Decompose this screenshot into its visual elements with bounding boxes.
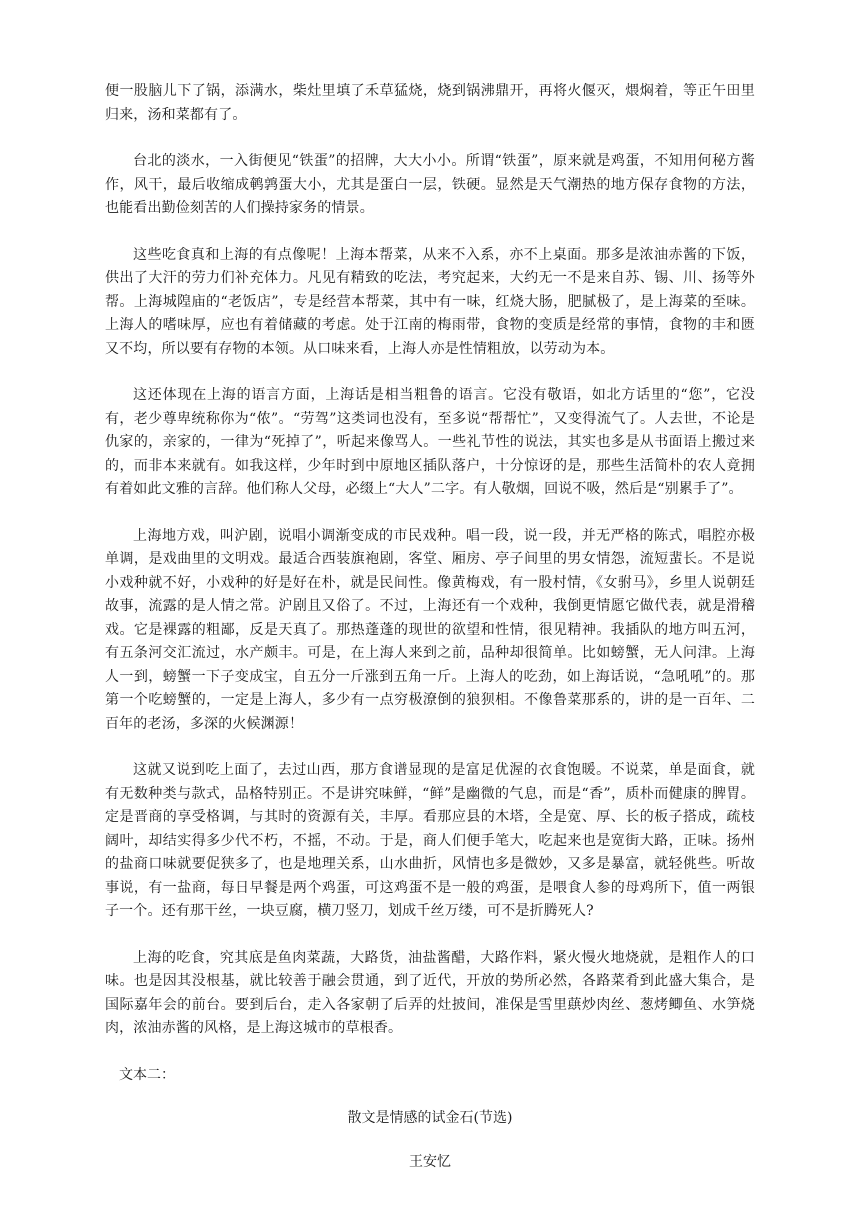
paragraph-shanghai-food-conclusion: 上海的吃食，究其底是鱼肉菜蔬，大路货，油盐酱醋，大路作料，紧火慢火地烧就，是粗作人的口味。也是因其没根基，就比较善于融会贯通，到了近代，开放的势所必然，各路菜肴到此盛大集合，是国际嘉年会的前台。要到后台，走入各家朝了后弄的灶披间，准保是雪里蕻炒肉丝、葱烤鲫鱼、水笋烧肉，浓油赤酱的风格，是上海这城市的草根香。 [105,949,755,1036]
paragraph-shanghai-local-cuisine: 这些吃食真和上海的有点像呢！上海本帮菜，从来不入系，亦不上桌面。那多是浓油赤酱的下饭，供出了大汗的劳力们补充体力。凡见有精致的吃法，考究起来，大约无一不是来自苏、锡、川、扬等外帮。上海城隍庙的“老饭店”，专是经营本帮菜，其中有一味，红烧大肠，肥腻极了，是上海菜的至味。上海人的嗜味厚，应也有着储藏的考虑。处于江南的梅雨带，食物的变质是经常的事情，食物的丰和匮又不均，所以要有存物的本领。从口味来看，上海人亦是性情粗放，以劳动为本。 [105,246,755,357]
paragraph-shanghai-opera: 上海地方戏，叫沪剧，说唱小调渐变成的市民戏种。唱一段，说一段，并无严格的陈式，唱腔亦极单调，是戏曲里的文明戏。最适合西装旗袍剧，客堂、厢房、亭子间里的男女情怨，流短蜚长。不是说小戏种就不好，小戏种的好是好在朴，就是民间性。像黄梅戏，有一股村情，《女驸马》，乡里人说朝廷故事，流露的是人情之常。沪剧且又俗了。不过，上海还有一个戏种，我倒更情愿它做代表，就是滑稽戏。它是裸露的粗鄙，反是天真了。那热蓬蓬的现世的欲望和性情，很见精神。我插队的地方叫五河，有五条河交汇流过，水产颇丰。可是，在上海人来到之前，品种却很简单。比如螃蟹，无人问津。上海人一到，螃蟹一下子变成宝，自五分一斤涨到五角一斤。上海人的吃劲，如上海话说，“急吼吼”的。那第一个吃螃蟹的，一定是上海人，多少有一点穷极潦倒的狼狈相。不像鲁菜那系的，讲的是一百年、二百年的老汤，多深的火候渊源！ [105,527,755,732]
section-label: 文本二： [119,1066,175,1083]
document-page [105,80,755,1200]
paragraph-continuation: 便一股脑儿下了锅，添满水，柴灶里填了禾草猛烧，烧到锅沸鼎开，再将火偃灭，煨焖着，等正午田里归来，汤和菜都有了。 [105,83,755,123]
paragraph-shanghai-language: 这还体现在上海的语言方面，上海话是相当粗鲁的语言。它没有敬语，如北方话里的“您”，它没有，老少尊卑统称你为“侬”。“劳驾”这类词也没有，至多说“帮帮忙”，又变得流气了。人去世，不论是仇家的，亲家的，一律为“死掉了”，听起来像骂人。一些礼节性的说法，其实也多是从书面语上搬过来的，而非本来就有。如我这样，少年时到中原地区插队落户，十分惊讶的是，那些生活简朴的农人竟拥有着如此文雅的言辞。他们称人父母，必缀上“大人”二字。有人敬烟，回说不吸，然后是“别累手了”。 [105,387,755,497]
paragraph-shanxi-food: 这就又说到吃上面了，去过山西，那方食谱显现的是富足优渥的衣食饱暖。不说菜，单是面食，就有无数种类与款式，品格特别正。不是讲究味鲜，“鲜”是幽微的气息，而是“香”，质朴而健康的脾胃。定是晋商的享受格调，与其时的资源有关，丰厚。看那应县的木塔，全是宽、厚、长的板子搭成，疏枝阔叶，却结实得多少代不朽，不摇，不动。于是，商人们便手笔大，吃起来也是宽街大路，正味。扬州的盐商口味就要促狭多了，也是地理关系，山水曲折，风情也多是微妙，又多是暴富，就轻佻些。听故事说，有一盐商，每日早餐是两个鸡蛋，可这鸡蛋不是一般的鸡蛋，是喂食人参的母鸡所下，值一两银子一个。还有那干丝，一块豆腐，横刀竖刀，划成千丝万缕，可不是折腾死人? [105,762,755,919]
essay-author: 王安忆 [409,1153,451,1170]
paragraph-tamsui-iron-egg: 台北的淡水，一入街便见“铁蛋”的招牌，大大小小。所谓“铁蛋”，原来就是鸡蛋，不知用何秘方酱作，风干，最后收缩成鹌鹑蛋大小，尤其是蛋白一层，铁硬。显然是天气潮热的地方保存食物的方法，也能看出勤俭刻苦的人们操持家务的情景。 [105,153,755,216]
essay-title: 散文是情感的试金石(节选) [347,1110,513,1126]
